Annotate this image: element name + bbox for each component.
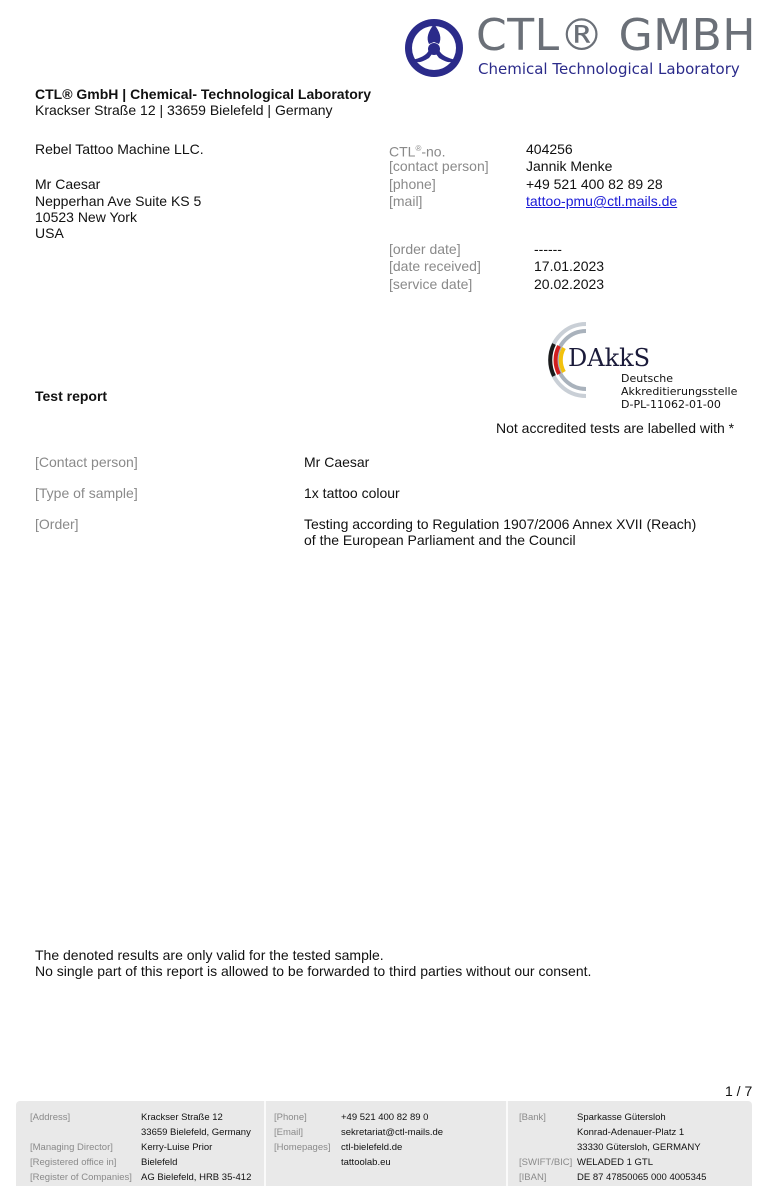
order-label: [Order] [35,516,79,532]
recipient-name: Mr Caesar [35,176,101,192]
footer-values-col2 [341,1110,443,1170]
ctl-logo-text: CTL® GMBH [476,10,756,61]
lab-name: CTL® GmbH | Chemical- Technological Laboratory [35,86,372,102]
contact-label: [contact person] [389,158,489,174]
ctl-logo-subtitle: Chemical Technological Laboratory [478,60,740,78]
phone-value: +49 521 400 82 89 28 [526,176,663,192]
ctl-no-label: CTL®-no. [389,143,446,160]
order-line-2: of the European Parliament and the Council [304,532,576,548]
date-received-label: [date received] [389,258,481,274]
footer-email[interactable]: sekretariat@ctl-mails.de [341,1127,444,1138]
footer-office-label: [Registered office in] [30,1157,117,1168]
footer-swift: WELADED 1 GTL [577,1157,654,1168]
dakks-line3: D-PL-11062-01-00 [621,398,721,411]
footer-labels-col1 [30,1110,132,1185]
contact-person-value: Mr Caesar [304,454,370,470]
recipient-country: USA [35,225,64,241]
disclaimer-line-1: The denoted results are only valid for the tested sample. [35,947,384,963]
service-date-value: 20.02.2023 [534,276,605,292]
service-date-label: [service date] [389,276,473,292]
recipient-company: Rebel Tattoo Machine LLC. [35,141,204,157]
footer-iban-label: [IBAN] [519,1172,547,1183]
sample-type-value: 1x tattoo colour [304,485,400,501]
footer-values-col1 [141,1110,251,1185]
lab-address: Krackser Straße 12 | 33659 Bielefeld | Germany [35,102,333,118]
phone-label: [phone] [389,176,436,192]
recipient-street: Nepperhan Ave Suite KS 5 [35,193,202,209]
footer-values-col3 [577,1110,706,1185]
mail-label: [mail] [389,193,423,209]
recipient-city: 10523 New York [35,209,137,225]
footer-bank-1: Sparkasse Gütersloh [577,1112,666,1123]
footer-iban: DE 87 47850065 000 4005345 [577,1172,707,1183]
ctl-no-value: 404256 [526,141,573,157]
ctl-logo-emblem [402,16,466,80]
order-date-value: ------ [534,241,562,257]
footer-bank-3: 33330 Gütersloh, GERMANY [577,1142,701,1153]
order-line-1: Testing according to Regulation 1907/2006 Annex XVII (Reach) [304,516,697,532]
contact-person-label: [Contact person] [35,454,138,470]
footer-labels-col2 [274,1110,331,1155]
footer [16,1101,752,1186]
sample-type-label: [Type of sample] [35,485,138,501]
footer-director-label: [Managing Director] [30,1142,113,1153]
dakks-line1: Deutsche [621,372,674,385]
footer-swift-label: [SWIFT/BIC] [519,1157,573,1168]
footer-bank-label: [Bank] [519,1112,546,1123]
contact-value: Jannik Menke [526,158,613,174]
disclaimer-line-2: No single part of this report is allowed to be forwarded to third parties without our consent. [35,963,592,979]
footer-address-1: Krackser Straße 12 [141,1112,223,1123]
footer-bank-2: Konrad-Adenauer-Platz 1 [577,1127,685,1138]
page-number: 1 / 7 [725,1083,753,1099]
order-date-label: [order date] [389,241,461,257]
footer-homepages-label: [Homepages] [274,1142,331,1153]
footer-homepage-1[interactable]: ctl-bielefeld.de [341,1142,403,1153]
footer-office: Bielefeld [141,1157,178,1168]
footer-phone: +49 521 400 82 89 0 [341,1112,429,1123]
dakks-name: DAkkS [568,344,651,372]
footer-register-label: [Register of Companies] [30,1172,132,1183]
date-received-value: 17.01.2023 [534,258,605,274]
footer-address-2: 33659 Bielefeld, Germany [141,1127,251,1138]
mail-link[interactable]: tattoo-pmu@ctl.mails.de [526,193,678,209]
footer-register: AG Bielefeld, HRB 35-412 [141,1172,252,1183]
footer-labels-col3 [519,1110,572,1185]
footer-address-label: [Address] [30,1112,71,1123]
footer-homepage-2[interactable]: tattoolab.eu [341,1157,391,1168]
footer-phone-label: [Phone] [274,1112,307,1123]
footer-director: Kerry-Luise Prior [141,1142,213,1153]
footer-email-label: [Email] [274,1127,304,1138]
dakks-line2: Akkreditierungsstelle [621,385,738,398]
accreditation-note: Not accredited tests are labelled with * [496,420,735,436]
report-title: Test report [35,388,108,404]
